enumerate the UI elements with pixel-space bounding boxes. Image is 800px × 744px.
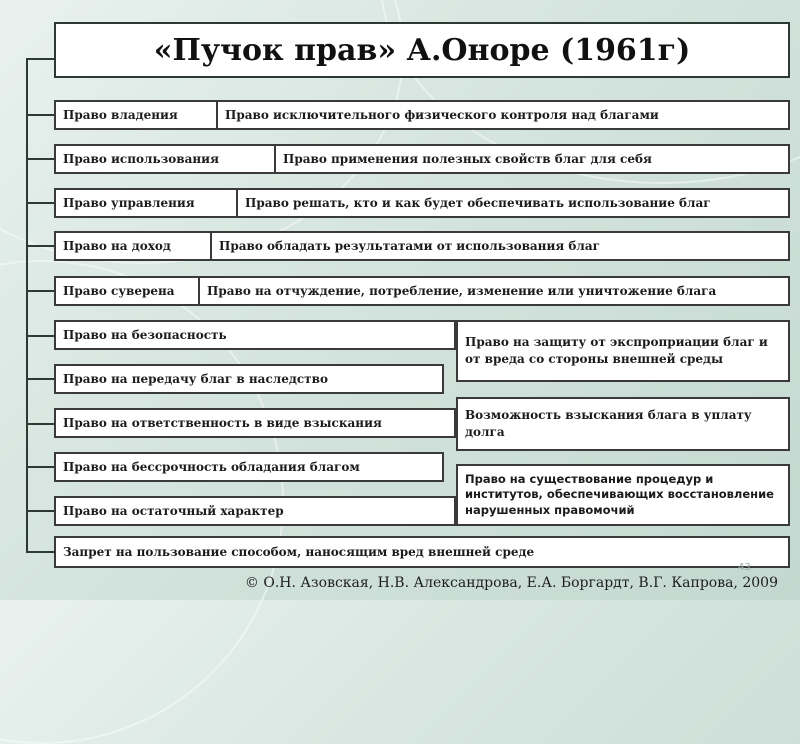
right-item: Право на безопасность	[54, 320, 456, 350]
connector-item-1	[26, 335, 54, 337]
right-description: Право обладать результатами от использования благ	[210, 231, 790, 261]
right-description: Право исключительного физического контроля над благами	[216, 100, 790, 130]
connector-row-2	[26, 158, 54, 160]
connector-bottom	[26, 551, 54, 553]
bottom-item: Запрет на пользование способом, наносящим вред внешней среде	[54, 536, 790, 568]
slide-title: «Пучок прав» А.Оноре (1961г)	[54, 22, 790, 78]
right-label: Право владения	[54, 100, 218, 130]
connector-item-4	[26, 466, 54, 468]
connector-row-3	[26, 202, 54, 204]
side-note: Право на защиту от экспроприации благ и от вреда со стороны внешней среды	[456, 320, 790, 382]
right-label: Право на доход	[54, 231, 212, 261]
connector-row-4	[26, 245, 54, 247]
right-item: Право на передачу благ в наследство	[54, 364, 444, 394]
right-description: Право применения полезных свойств благ для себя	[274, 144, 790, 174]
right-label: Право суверена	[54, 276, 200, 306]
side-note: Право на существование процедур и институтов, обеспечивающих восстановление нарушенных правомочий	[456, 464, 790, 526]
connector-row-5	[26, 290, 54, 292]
copyright-footer: © О.Н. Азовская, Н.В. Александрова, Е.А. Боргардт, В.Г. Капрова, 2009	[244, 575, 778, 591]
connector-item-2	[26, 378, 54, 380]
right-label: Право использования	[54, 144, 276, 174]
right-description: Право на отчуждение, потребление, изменение или уничтожение блага	[198, 276, 790, 306]
connector-row-1	[26, 114, 54, 116]
side-note: Возможность взыскания блага в уплату долга	[456, 397, 790, 451]
right-item: Право на остаточный характер	[54, 496, 456, 526]
right-item: Право на ответственность в виде взыскания	[54, 408, 456, 438]
right-item: Право на бессрочность обладания благом	[54, 452, 444, 482]
connector-title	[26, 58, 54, 60]
connector-item-3	[26, 423, 54, 425]
vertical-connector	[26, 58, 28, 552]
connector-item-5	[26, 510, 54, 512]
right-label: Право управления	[54, 188, 238, 218]
right-description: Право решать, кто и как будет обеспечивать использование благ	[236, 188, 790, 218]
page-number: 43	[738, 562, 751, 573]
